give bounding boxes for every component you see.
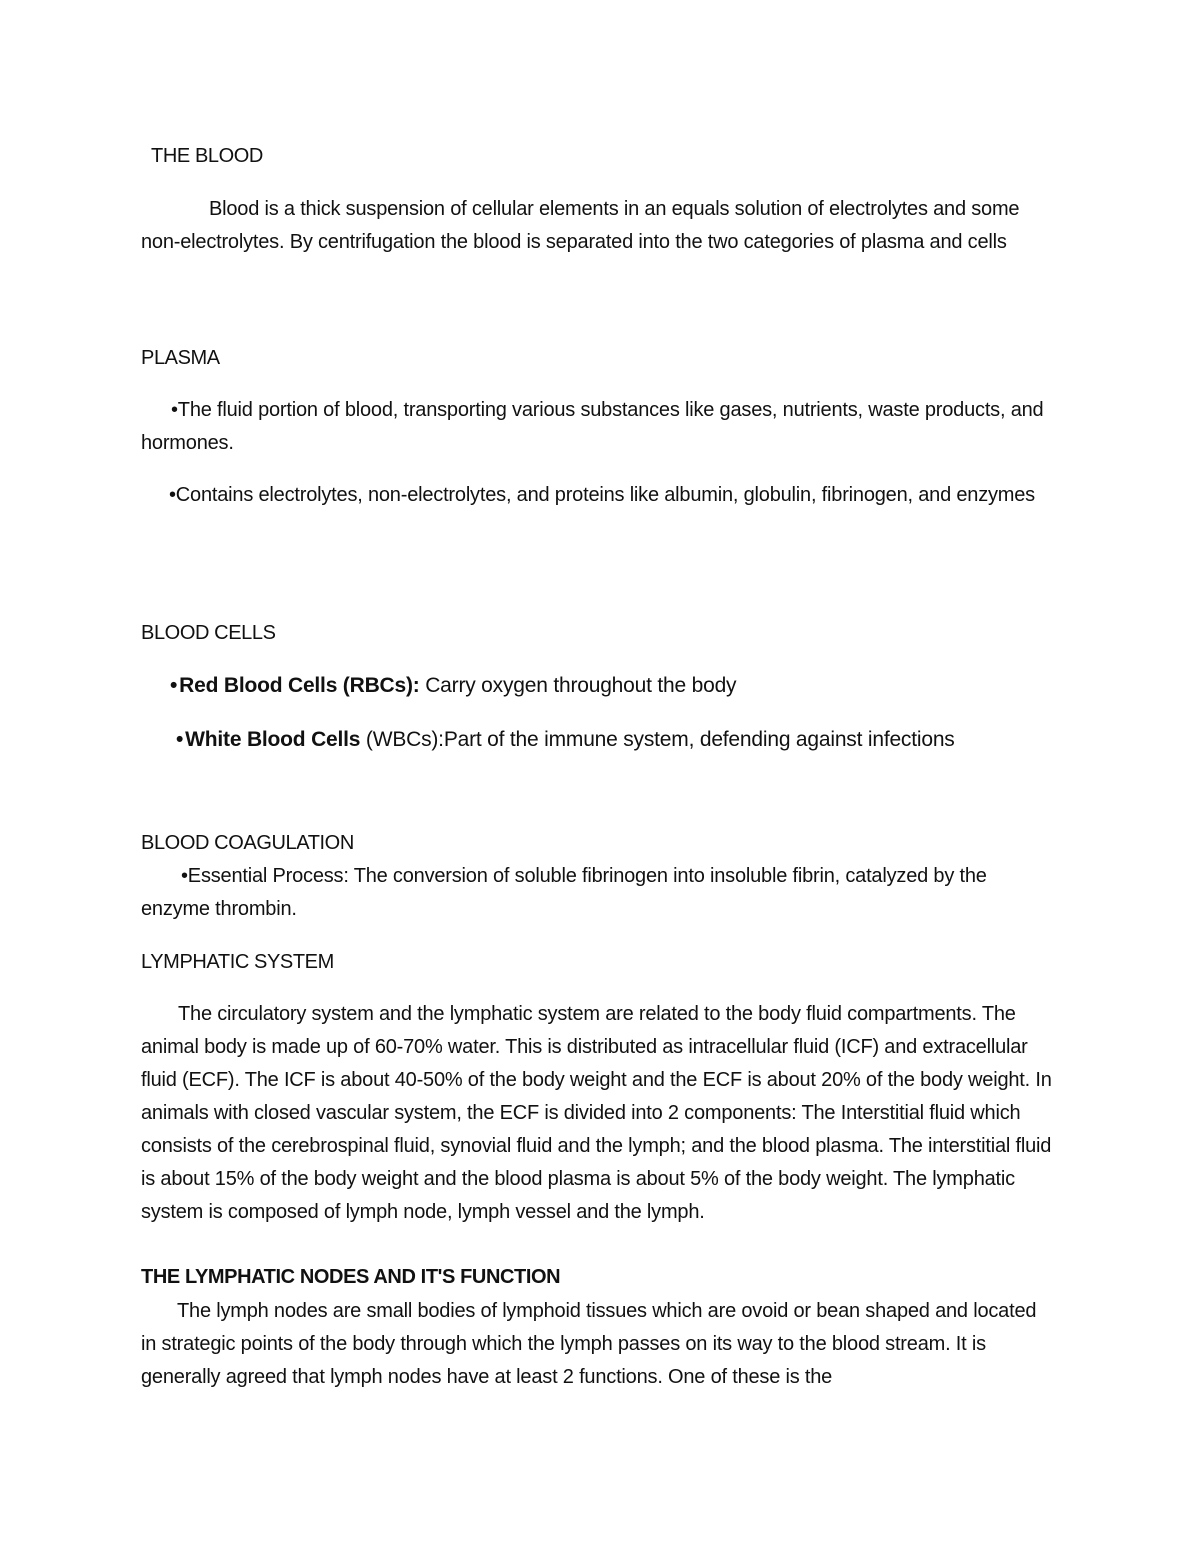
document-title: THE BLOOD: [151, 145, 263, 167]
rbc-text: Carry oxygen throughout the body: [419, 674, 737, 697]
wbc-term: White Blood Cells: [185, 728, 361, 751]
lymphatic-heading: LYMPHATIC SYSTEM: [141, 951, 334, 973]
wbc-bullet: •: [176, 728, 184, 751]
wbc-text: (WBCs):Part of the immune system, defending against infections: [360, 728, 955, 751]
rbc-term: Red Blood Cells (RBCs):: [179, 674, 420, 697]
rbc-bullet: •: [170, 674, 178, 697]
plasma-heading: PLASMA: [141, 347, 220, 369]
lymph-nodes-paragraph: The lymph nodes are small bodies of lymphoid tissues which are ovoid or bean shaped and located in strategic points of the body through which the lymph passes on its way to the blood stream. It is generally agreed that lymph nodes have at least 2 functions. One of these is the: [141, 1300, 1037, 1388]
lymph-nodes-heading: THE LYMPHATIC NODES AND IT'S FUNCTION: [141, 1266, 561, 1288]
plasma-bullet-2: •Contains electrolytes, non-electrolytes, and proteins like albumin, globulin, fibrinogen, and enzymes: [169, 484, 1035, 506]
plasma-bullet-1: •The fluid portion of blood, transporting various substances like gases, nutrients, waste products, and hormones.: [141, 399, 1044, 454]
rbc-item: [170, 669, 1050, 702]
coagulation-heading: BLOOD COAGULATION: [141, 832, 354, 854]
intro-paragraph: Blood is a thick suspension of cellular elements in an equals solution of electrolytes and some non-electrolytes. By centrifugation the blood is separated into the two categories of plasma and cells: [141, 198, 1020, 253]
blood-cells-heading: BLOOD CELLS: [141, 622, 276, 644]
coagulation-bullet: •Essential Process: The conversion of soluble fibrinogen into insoluble fibrin, catalyzed by the enzyme thrombin.: [141, 865, 987, 920]
wbc-item: [176, 723, 1052, 756]
lymphatic-paragraph: The circulatory system and the lymphatic system are related to the body fluid compartments. The animal body is made up of 60-70% water. This is distributed as intracellular fluid (ICF) and extracellular fluid (ECF). The ICF is about 40-50% of the body weight and the ECF is about 20% of the body weight. In animals with closed vascular system, the ECF is divided into 2 components: The Interstitial fluid which consists of the cerebrospinal fluid, synovial fluid and the lymph; and the blood plasma. The interstitial fluid is about 15% of the body weight and the blood plasma is about 5% of the body weight. The lymphatic system is composed of lymph node, lymph vessel and the lymph.: [141, 1003, 1052, 1223]
